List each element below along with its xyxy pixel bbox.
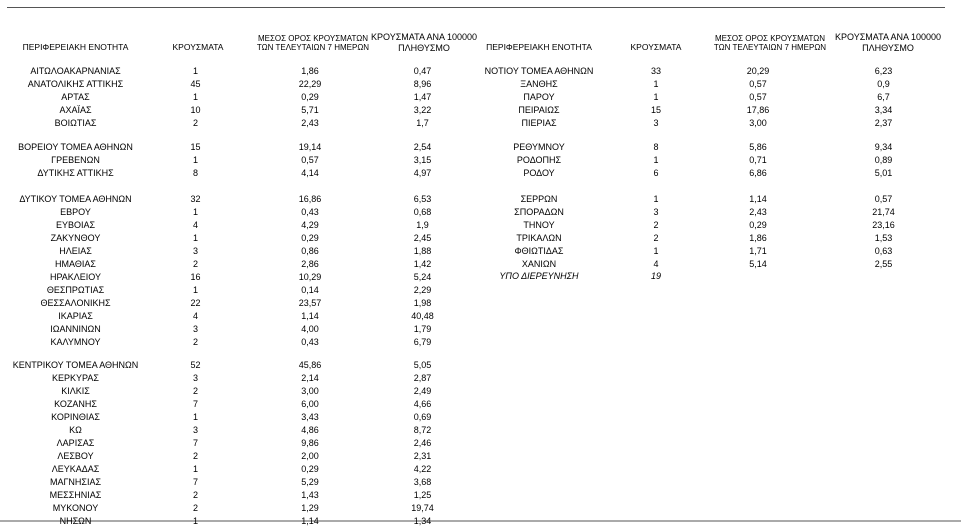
table-row bbox=[0, 385, 961, 398]
cell-name: ΓΡΕΒΕΝΩΝ bbox=[51, 155, 100, 165]
cell-per100k: 4,97 bbox=[413, 168, 432, 178]
cell-cases: 15 bbox=[190, 142, 201, 152]
cell-per100k: 5,05 bbox=[413, 360, 432, 370]
cell-per100k: 1,42 bbox=[413, 259, 432, 269]
cell-per100k: 19,74 bbox=[411, 503, 434, 513]
cell-per100k: 2,54 bbox=[413, 142, 432, 152]
cell-per100k: 2,46 bbox=[413, 438, 432, 448]
cell-name: ΡΟΔΟΠΗΣ bbox=[516, 155, 562, 165]
cell-cases: 7 bbox=[192, 399, 198, 409]
cell-cases: 1 bbox=[653, 246, 659, 256]
cell-avg: 0,86 bbox=[301, 246, 319, 256]
cell-avg: 4,14 bbox=[301, 168, 319, 178]
cell-avg: 2,43 bbox=[301, 118, 319, 128]
cell-avg: 0,57 bbox=[749, 92, 767, 102]
cell-per100k: 6,53 bbox=[413, 194, 432, 204]
table-row bbox=[0, 437, 961, 450]
cell-avg: 1,29 bbox=[301, 503, 319, 513]
cell-avg: 22,29 bbox=[298, 79, 322, 89]
cell-cases: 1 bbox=[192, 92, 198, 102]
table-row bbox=[0, 141, 961, 154]
cell-per100k: 1,79 bbox=[413, 324, 432, 334]
cell-avg: 0,29 bbox=[749, 220, 767, 230]
cell-cases: 3 bbox=[653, 118, 659, 128]
cell-cases: 1 bbox=[653, 79, 659, 89]
cell-name: ΛΕΥΚΑΔΑΣ bbox=[51, 464, 100, 474]
cell-avg: 4,86 bbox=[301, 425, 319, 435]
cell-name: ΕΒΡΟΥ bbox=[60, 207, 91, 217]
cell-name: ΚΟΡΙΝΘΙΑΣ bbox=[51, 412, 100, 422]
cell-avg: 6,00 bbox=[301, 399, 319, 409]
cell-name: ΕΥΒΟΙΑΣ bbox=[55, 220, 96, 230]
cell-avg: 0,71 bbox=[749, 155, 767, 165]
cell-cases: 32 bbox=[190, 194, 201, 204]
left-header-region: ΠΕΡΙΦΕΡΕΙΑΚΗ ΕΝΟΤΗΤΑ bbox=[22, 42, 129, 52]
cell-per100k: 3,22 bbox=[413, 105, 432, 115]
cell-name: ΠΑΡΟΥ bbox=[523, 92, 555, 102]
cell-avg: 6,86 bbox=[749, 168, 767, 178]
cell-avg: 5,29 bbox=[301, 477, 319, 487]
cell-per100k: 1,25 bbox=[413, 490, 432, 500]
cell-per100k: 1,98 bbox=[413, 298, 432, 308]
cell-cases: 1 bbox=[192, 412, 198, 422]
table-row bbox=[0, 284, 961, 297]
cell-per100k: 3,68 bbox=[413, 477, 432, 487]
left-header-avg-1: ΜΕΣΟΣ ΟΡΟΣ ΚΡΟΥΣΜΑΤΩΝ bbox=[257, 34, 369, 43]
cell-per100k: 0,9 bbox=[877, 79, 890, 89]
cell-per100k: 2,37 bbox=[874, 118, 893, 128]
cell-avg: 2,00 bbox=[301, 451, 319, 461]
right-header-avg-1: ΜΕΣΟΣ ΟΡΟΣ ΚΡΟΥΣΜΑΤΩΝ bbox=[714, 34, 826, 43]
cell-cases: 3 bbox=[192, 246, 198, 256]
cell-name: ΦΘΙΩΤΙΔΑΣ bbox=[514, 246, 564, 256]
cell-cases: 2 bbox=[192, 503, 198, 513]
cell-per100k: 6,79 bbox=[413, 337, 432, 347]
cell-avg: 20,29 bbox=[746, 66, 770, 76]
cell-avg: 3,43 bbox=[301, 412, 319, 422]
cell-per100k: 40,48 bbox=[411, 311, 434, 321]
cell-name: ΚΕΝΤΡΙΚΟΥ ΤΟΜΕΑ ΑΘΗΝΩΝ bbox=[12, 360, 139, 370]
table-row bbox=[0, 450, 961, 463]
cell-cases: 2 bbox=[192, 386, 198, 396]
cell-per100k: 3,34 bbox=[874, 105, 893, 115]
cell-name: ΙΩΑΝΝΙΝΩΝ bbox=[50, 324, 101, 334]
cell-per100k: 23,16 bbox=[872, 220, 895, 230]
cell-name: ΜΕΣΣΗΝΙΑΣ bbox=[49, 490, 102, 500]
cell-cases: 22 bbox=[190, 298, 201, 308]
cell-cases: 2 bbox=[192, 259, 198, 269]
cell-avg: 2,14 bbox=[301, 373, 319, 383]
cell-cases: 1 bbox=[192, 516, 198, 526]
cell-avg: 1,86 bbox=[749, 233, 767, 243]
cell-cases: 1 bbox=[192, 66, 198, 76]
cell-name: ΑΙΤΩΛΟΑΚΑΡΝΑΝΙΑΣ bbox=[30, 66, 121, 76]
cell-name: ΧΑΝΙΩΝ bbox=[521, 259, 557, 269]
cell-avg: 0,57 bbox=[749, 79, 767, 89]
cell-avg: 1,43 bbox=[301, 490, 319, 500]
cell-name: ΗΛΕΙΑΣ bbox=[59, 246, 92, 256]
cell-per100k: 2,49 bbox=[413, 386, 432, 396]
cell-name: ΘΕΣΠΡΩΤΙΑΣ bbox=[46, 285, 105, 295]
cell-avg: 0,14 bbox=[301, 285, 319, 295]
cell-per100k: 2,87 bbox=[413, 373, 432, 383]
cell-cases: 1 bbox=[192, 464, 198, 474]
cell-cases: 3 bbox=[192, 373, 198, 383]
cell-avg: 23,57 bbox=[298, 298, 322, 308]
right-header-avg-2: ΤΩΝ ΤΕΛΕΥΤΑΙΩΝ 7 ΗΜΕΡΩΝ bbox=[713, 43, 827, 52]
table-row bbox=[0, 336, 961, 349]
table-row bbox=[0, 232, 961, 245]
cell-cases: 3 bbox=[192, 324, 198, 334]
cell-cases: 3 bbox=[192, 425, 198, 435]
left-header-avg-2: ΤΩΝ ΤΕΛΕΥΤΑΙΩΝ 7 ΗΜΕΡΩΝ bbox=[256, 43, 370, 52]
cell-avg: 5,14 bbox=[749, 259, 767, 269]
table-row bbox=[0, 78, 961, 91]
cell-name: ΔΥΤΙΚΗΣ ΑΤΤΙΚΗΣ bbox=[37, 168, 114, 178]
cell-per100k: 21,74 bbox=[872, 207, 895, 217]
cell-avg: 17,86 bbox=[746, 105, 770, 115]
cell-name: ΡΟΔΟΥ bbox=[523, 168, 555, 178]
cell-avg: 2,43 bbox=[749, 207, 767, 217]
cell-cases: 4 bbox=[192, 220, 198, 230]
cell-name: ΒΟΡΕΙΟΥ ΤΟΜΕΑ ΑΘΗΝΩΝ bbox=[18, 142, 133, 152]
cell-avg: 0,43 bbox=[301, 337, 319, 347]
cell-name: ΒΟΙΩΤΙΑΣ bbox=[54, 118, 97, 128]
cell-name: ΚΙΛΚΙΣ bbox=[61, 386, 90, 396]
cell-avg: 0,29 bbox=[301, 233, 319, 243]
cell-cases: 52 bbox=[190, 360, 201, 370]
cell-per100k: 1,88 bbox=[413, 246, 432, 256]
table-row bbox=[0, 411, 961, 424]
table-row bbox=[0, 463, 961, 476]
cell-cases: 19 bbox=[650, 271, 661, 281]
cell-cases: 4 bbox=[653, 259, 659, 269]
cell-cases: 10 bbox=[190, 105, 201, 115]
cell-cases: 1 bbox=[653, 194, 659, 204]
cell-per100k: 1,47 bbox=[413, 92, 432, 102]
cell-avg: 3,00 bbox=[301, 386, 319, 396]
cell-avg: 0,57 bbox=[301, 155, 319, 165]
cell-cases: 1 bbox=[653, 155, 659, 165]
cell-cases: 8 bbox=[653, 142, 659, 152]
cell-per100k: 8,96 bbox=[413, 79, 432, 89]
cell-name: ΙΚΑΡΙΑΣ bbox=[58, 311, 93, 321]
table-row bbox=[0, 65, 961, 78]
cell-name: ΑΝΑΤΟΛΙΚΗΣ ΑΤΤΙΚΗΣ bbox=[27, 79, 124, 89]
cell-cases: 8 bbox=[192, 168, 198, 178]
cell-name: ΗΡΑΚΛΕΙΟΥ bbox=[49, 272, 102, 282]
table-row bbox=[0, 310, 961, 323]
cell-cases: 4 bbox=[192, 311, 198, 321]
cell-cases: 2 bbox=[192, 118, 198, 128]
table-row bbox=[0, 297, 961, 310]
cell-cases: 33 bbox=[650, 66, 661, 76]
cell-per100k: 0,57 bbox=[874, 194, 893, 204]
cell-avg: 9,86 bbox=[301, 438, 319, 448]
cell-name: ΝΟΤΙΟΥ ΤΟΜΕΑ ΑΘΗΝΩΝ bbox=[484, 66, 594, 76]
cell-cases: 1 bbox=[192, 233, 198, 243]
cell-avg: 16,86 bbox=[298, 194, 322, 204]
cell-per100k: 2,29 bbox=[413, 285, 432, 295]
left-header-cases: ΚΡΟΥΣΜΑΤΑ bbox=[172, 42, 224, 52]
table-row bbox=[0, 398, 961, 411]
cell-avg: 1,14 bbox=[301, 311, 319, 321]
cell-avg: 1,71 bbox=[749, 246, 767, 256]
left-header-per100k-1: ΚΡΟΥΣΜΑΤΑ ΑΝΑ 100000 bbox=[371, 32, 477, 42]
cell-per100k: 8,72 bbox=[413, 425, 432, 435]
cell-cases: 1 bbox=[192, 285, 198, 295]
cell-name: ΤΗΝΟΥ bbox=[523, 220, 555, 230]
cell-name: ΝΗΣΩΝ bbox=[59, 516, 92, 526]
cell-avg: 2,86 bbox=[301, 259, 319, 269]
cell-per100k: 0,89 bbox=[874, 155, 893, 165]
cell-avg: 0,43 bbox=[301, 207, 319, 217]
right-header-cases: ΚΡΟΥΣΜΑΤΑ bbox=[630, 42, 682, 52]
cell-cases: 7 bbox=[192, 477, 198, 487]
cell-cases: 2 bbox=[192, 451, 198, 461]
cell-avg: 1,14 bbox=[749, 194, 767, 204]
right-header-per100k-1: ΚΡΟΥΣΜΑΤΑ ΑΝΑ 100000 bbox=[835, 32, 941, 42]
cell-name: ΛΑΡΙΣΑΣ bbox=[56, 438, 95, 448]
table-row bbox=[0, 515, 961, 528]
cell-avg: 1,14 bbox=[301, 516, 319, 526]
cell-per100k: 2,55 bbox=[874, 259, 893, 269]
cell-cases: 1 bbox=[192, 207, 198, 217]
cell-per100k: 2,45 bbox=[413, 233, 432, 243]
cell-cases: 7 bbox=[192, 438, 198, 448]
cell-cases: 6 bbox=[653, 168, 659, 178]
left-header-per100k-2: ΠΛΗΘΥΣΜΟ bbox=[398, 43, 450, 53]
table-row bbox=[0, 193, 961, 206]
cell-name: ΘΕΣΣΑΛΟΝΙΚΗΣ bbox=[40, 298, 111, 308]
cell-cases: 3 bbox=[653, 207, 659, 217]
cell-per100k: 5,01 bbox=[874, 168, 893, 178]
cell-avg: 4,29 bbox=[301, 220, 319, 230]
top-rule bbox=[7, 7, 945, 8]
cell-per100k: 1,7 bbox=[416, 118, 429, 128]
cell-per100k: 1,34 bbox=[413, 516, 432, 526]
cell-per100k: 2,31 bbox=[413, 451, 432, 461]
table-row bbox=[0, 489, 961, 502]
cell-per100k: 3,15 bbox=[413, 155, 432, 165]
table-row bbox=[0, 372, 961, 385]
table-row bbox=[0, 104, 961, 117]
cell-name: ΠΕΙΡΑΙΩΣ bbox=[518, 105, 560, 115]
cell-avg: 5,86 bbox=[749, 142, 767, 152]
cell-per100k: 4,66 bbox=[413, 399, 432, 409]
cell-per100k: 0,47 bbox=[413, 66, 432, 76]
cell-name: ΚΟΖΑΝΗΣ bbox=[54, 399, 97, 409]
cell-cases: 1 bbox=[192, 155, 198, 165]
table-row bbox=[0, 117, 961, 130]
cell-name: ΗΜΑΘΙΑΣ bbox=[55, 259, 96, 269]
cell-per100k: 0,69 bbox=[413, 412, 432, 422]
table-row bbox=[0, 359, 961, 372]
cell-cases: 45 bbox=[190, 79, 201, 89]
cell-avg: 5,71 bbox=[301, 105, 319, 115]
table-row bbox=[0, 502, 961, 515]
cell-name: ΜΥΚΟΝΟΥ bbox=[52, 503, 99, 513]
cell-name: ΚΑΛΥΜΝΟΥ bbox=[50, 337, 101, 347]
cell-avg: 3,00 bbox=[749, 118, 767, 128]
cell-name: ΣΠΟΡΑΔΩΝ bbox=[514, 207, 564, 217]
cell-avg: 0,29 bbox=[301, 464, 319, 474]
cell-avg: 0,29 bbox=[301, 92, 319, 102]
table-row bbox=[0, 219, 961, 232]
cell-per100k: 1,53 bbox=[874, 233, 893, 243]
table-row bbox=[0, 167, 961, 180]
cell-per100k: 1,9 bbox=[416, 220, 429, 230]
table-row bbox=[0, 206, 961, 219]
cell-name: ΛΕΣΒΟΥ bbox=[57, 451, 94, 461]
cell-cases: 2 bbox=[192, 337, 198, 347]
cell-name: ΜΑΓΝΗΣΙΑΣ bbox=[49, 477, 102, 487]
right-header-per100k-2: ΠΛΗΘΥΣΜΟ bbox=[862, 43, 914, 53]
table-row bbox=[0, 270, 961, 283]
cell-cases: 2 bbox=[653, 233, 659, 243]
cell-cases: 16 bbox=[190, 272, 201, 282]
cell-name: ΔΥΤΙΚΟΥ ΤΟΜΕΑ ΑΘΗΝΩΝ bbox=[19, 194, 132, 204]
cell-per100k: 0,63 bbox=[874, 246, 893, 256]
cell-name: ΚΕΡΚΥΡΑΣ bbox=[52, 373, 99, 383]
table-row bbox=[0, 154, 961, 167]
cell-per100k: 4,22 bbox=[413, 464, 432, 474]
table-row bbox=[0, 245, 961, 258]
cell-per100k: 6,23 bbox=[874, 66, 893, 76]
cell-name: ΑΧΑΪΑΣ bbox=[59, 105, 92, 115]
cell-per100k: 5,24 bbox=[413, 272, 432, 282]
cell-cases: 2 bbox=[192, 490, 198, 500]
cell-name: ΑΡΤΑΣ bbox=[61, 92, 90, 102]
cell-name: ΣΕΡΡΩΝ bbox=[520, 194, 558, 204]
cell-name: ΥΠΟ ΔΙΕΡΕΥΝΗΣΗ bbox=[499, 271, 579, 281]
cell-name: ΖΑΚΥΝΘΟΥ bbox=[50, 233, 101, 243]
cell-per100k: 6,7 bbox=[877, 92, 890, 102]
cell-cases: 15 bbox=[650, 105, 661, 115]
table-row bbox=[0, 323, 961, 336]
cell-per100k: 0,68 bbox=[413, 207, 432, 217]
table-row bbox=[0, 424, 961, 437]
cell-name: ΚΩ bbox=[69, 425, 82, 435]
table-row bbox=[0, 476, 961, 489]
cell-cases: 2 bbox=[653, 220, 659, 230]
cell-name: ΠΙΕΡΙΑΣ bbox=[521, 118, 557, 128]
table-row bbox=[0, 91, 961, 104]
cell-name: ΡΕΘΥΜΝΟΥ bbox=[513, 142, 565, 152]
cell-name: ΞΑΝΘΗΣ bbox=[520, 79, 558, 89]
cell-avg: 45,86 bbox=[298, 360, 322, 370]
cell-avg: 19,14 bbox=[298, 142, 322, 152]
cell-avg: 1,86 bbox=[301, 66, 319, 76]
right-header-region: ΠΕΡΙΦΕΡΕΙΑΚΗ ΕΝΟΤΗΤΑ bbox=[486, 42, 592, 52]
cell-cases: 1 bbox=[653, 92, 659, 102]
cell-name: ΤΡΙΚΑΛΩΝ bbox=[516, 233, 562, 243]
cell-avg: 4,00 bbox=[301, 324, 319, 334]
cell-per100k: 9,34 bbox=[874, 142, 893, 152]
cell-avg: 10,29 bbox=[298, 272, 322, 282]
